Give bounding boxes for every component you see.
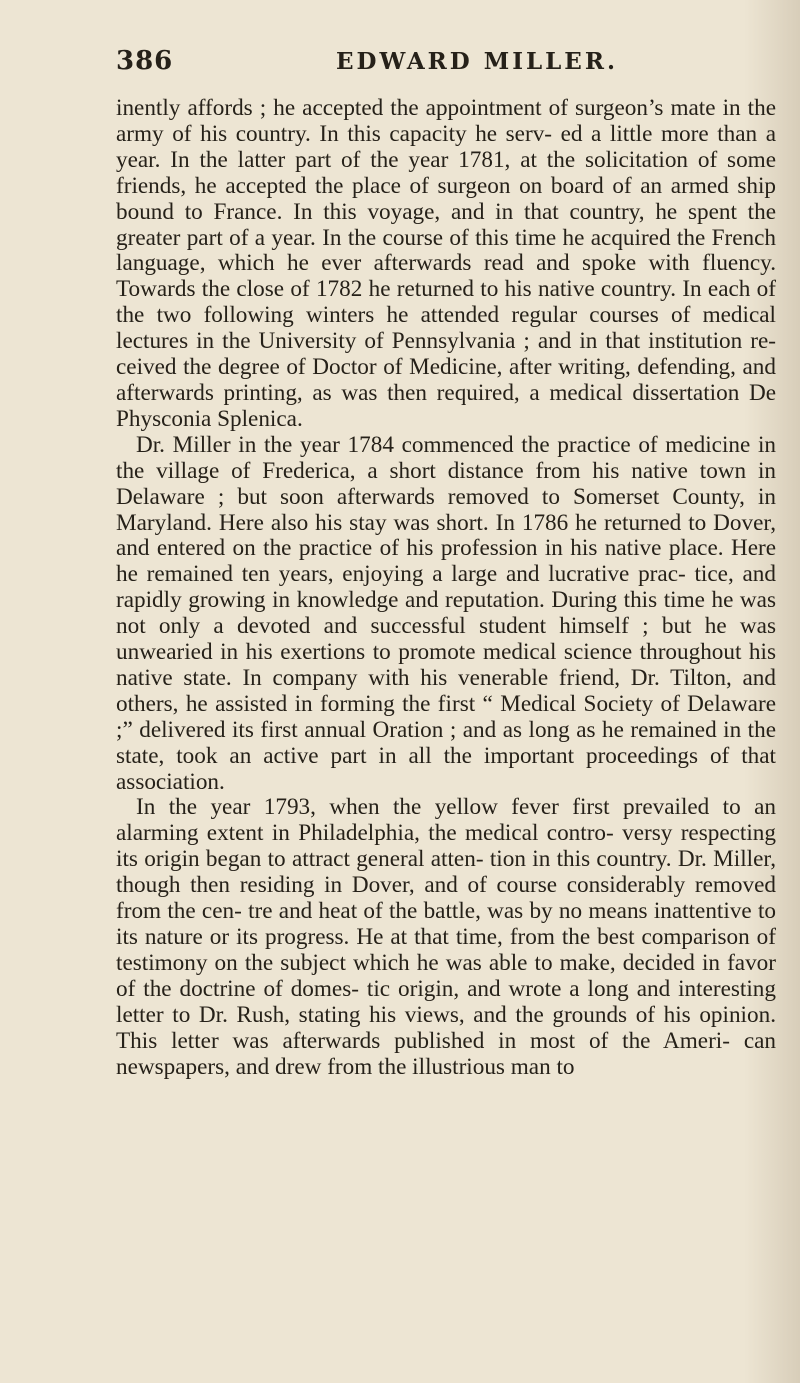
body-text [116,96,776,1206]
page-header [116,46,776,86]
page-number: 386 [116,46,174,76]
paragraph-2: Dr. Miller in the year 1784 commenced the practice of medicine in the village of Frederica, a short distance from his native town in Delaware ; but soon afterwards removed to Somerset County, in Maryland. Here also his stay was short. In 1786 he returned to Dover, and entered on the practice of his profession in his native place. Here he remained ten years, enjoying a large and lucrative prac- tice, and rapidly growing in knowledge and reputation. During this time he was not only a devoted and successful student himself ; but he was unwearied in his exertions to promote medical science throughout his native state. In company with his venerable friend, Dr. Tilton, and others, he assisted in forming the first “ Medical Society of Delaware ;” delivered its first annual Oration ; and as long as he remained in the state, took an active part in all the important proceedings of that association. [116,431,776,795]
running-head: EDWARD MILLER. [336,48,618,75]
paragraph-3: In the year 1793, when the yellow fever first prevailed to an alarming extent in Philadelphia, the medical contro- versy respecting its origin began to attract general atten- tion in this country. Dr. Miller, though then residing in Dover, and of course considerably removed from the cen- tre and heat of the battle, was by no means inattentive to its nature or its progress. He at that time, from the best comparison of testimony on the subject which he was able to make, decided in favor of the doctrine of domes- tic origin, and wrote a long and interesting letter to Dr. Rush, stating his views, and the grounds of his opinion. This letter was afterwards published in most of the Ameri- can newspapers, and drew from the illustrious man to [116,794,776,1080]
paragraph-1: inently affords ; he accepted the appointment of surgeon’s mate in the army of his country. In this capacity he serv- ed a little more than a year. In the latter part of the year 1781, at the solicitation of some friends, he accepted the place of surgeon on board of an armed ship bound to France. In this voyage, and in that country, he spent the greater part of a year. In the course of this time he acquired the French language, which he ever afterwards read and spoke with fluency. Towards the close of 1782 he returned to his native country. In each of the two following winters he attended regular courses of medical lectures in the University of Pennsylvania ; and in that institution re- ceived the degree of Doctor of Medicine, after writing, defending, and afterwards printing, as was then required, a medical dissertation De Physconia Splenica. [116,96,776,432]
